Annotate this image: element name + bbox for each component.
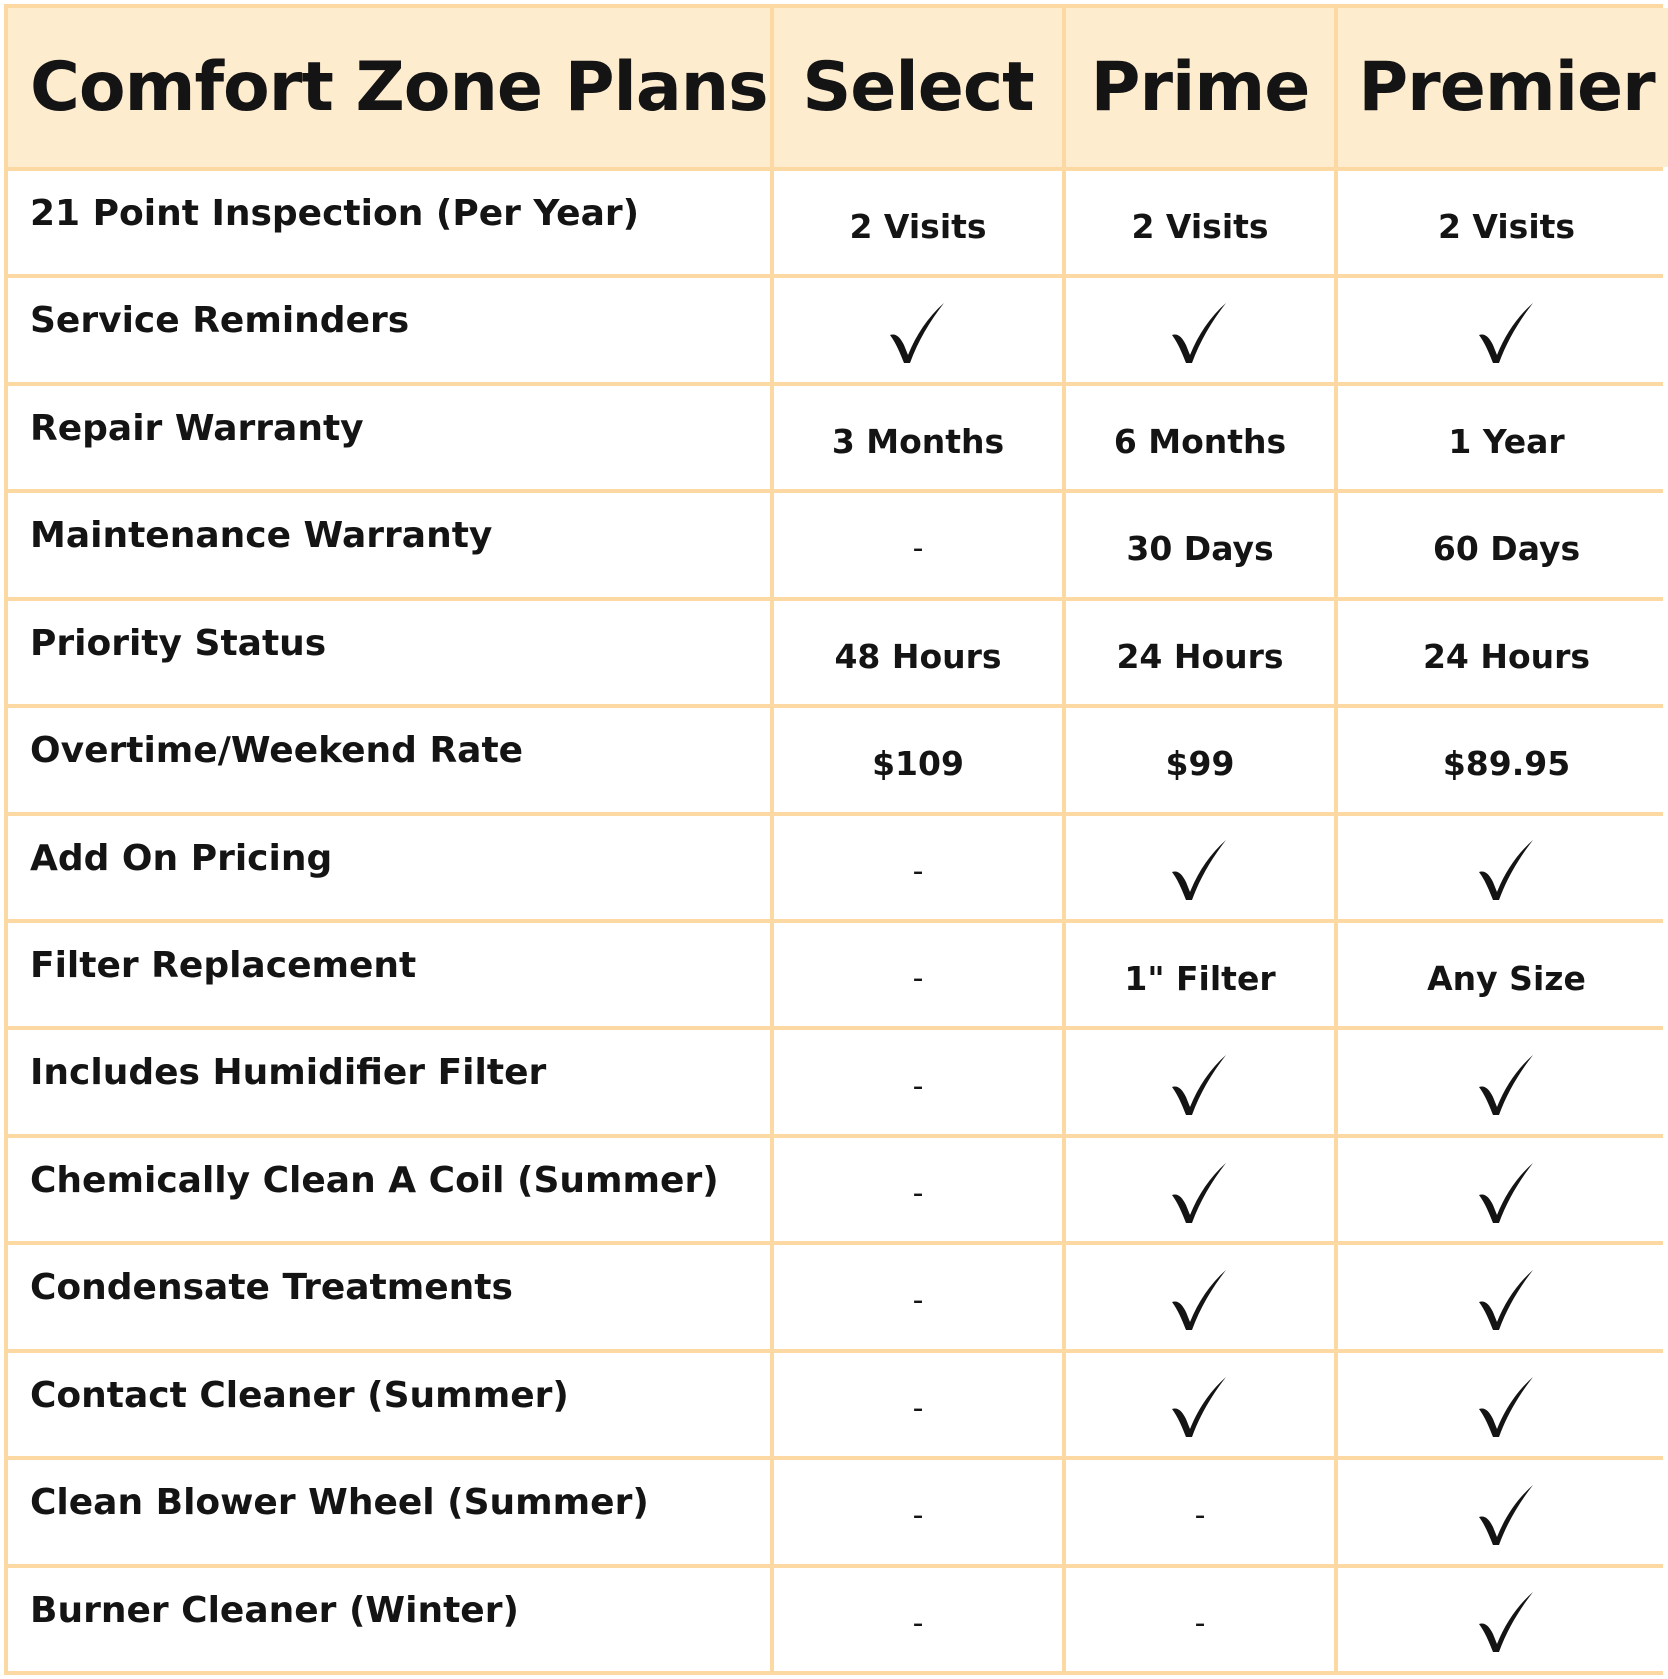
select-value: $109 xyxy=(774,708,1062,811)
feature-label: Repair Warranty xyxy=(8,386,770,489)
prime-not-included: - xyxy=(1066,1460,1334,1563)
prime-value: $99 xyxy=(1066,708,1334,811)
prime-value: 2 Visits xyxy=(1066,171,1334,274)
feature-label: Chemically Clean A Coil (Summer) xyxy=(8,1138,770,1241)
premier-checkmark-icon xyxy=(1338,1353,1668,1456)
select-value: 3 Months xyxy=(774,386,1062,489)
select-not-included: - xyxy=(774,816,1062,919)
premier-checkmark-icon xyxy=(1338,1245,1668,1348)
prime-checkmark-icon xyxy=(1066,278,1334,381)
select-checkmark-icon xyxy=(774,278,1062,381)
select-not-included: - xyxy=(774,493,1062,596)
prime-checkmark-icon xyxy=(1066,1138,1334,1241)
select-value: 2 Visits xyxy=(774,171,1062,274)
plan-header-premier: Premier xyxy=(1338,8,1668,167)
premier-value: 2 Visits xyxy=(1338,171,1668,274)
premier-checkmark-icon xyxy=(1338,1030,1668,1133)
feature-label: Priority Status xyxy=(8,601,770,704)
select-not-included: - xyxy=(774,1138,1062,1241)
plan-comparison-table xyxy=(4,4,1663,1675)
prime-checkmark-icon xyxy=(1066,1030,1334,1133)
feature-label: Includes Humidifier Filter xyxy=(8,1030,770,1133)
prime-checkmark-icon xyxy=(1066,1245,1334,1348)
feature-label: Filter Replacement xyxy=(8,923,770,1026)
premier-checkmark-icon xyxy=(1338,1568,1668,1671)
select-not-included: - xyxy=(774,923,1062,1026)
select-not-included: - xyxy=(774,1460,1062,1563)
feature-label: Add On Pricing xyxy=(8,816,770,919)
select-not-included: - xyxy=(774,1245,1062,1348)
prime-value: 6 Months xyxy=(1066,386,1334,489)
feature-label: Condensate Treatments xyxy=(8,1245,770,1348)
feature-label: Service Reminders xyxy=(8,278,770,381)
prime-checkmark-icon xyxy=(1066,816,1334,919)
select-not-included: - xyxy=(774,1030,1062,1133)
premier-checkmark-icon xyxy=(1338,278,1668,381)
prime-not-included: - xyxy=(1066,1568,1334,1671)
premier-checkmark-icon xyxy=(1338,816,1668,919)
table-title: Comfort Zone Plans xyxy=(8,8,770,167)
prime-checkmark-icon xyxy=(1066,1353,1334,1456)
premier-checkmark-icon xyxy=(1338,1138,1668,1241)
prime-value: 30 Days xyxy=(1066,493,1334,596)
prime-value: 24 Hours xyxy=(1066,601,1334,704)
premier-checkmark-icon xyxy=(1338,1460,1668,1563)
feature-label: Contact Cleaner (Summer) xyxy=(8,1353,770,1456)
premier-value: 60 Days xyxy=(1338,493,1668,596)
premier-value: 1 Year xyxy=(1338,386,1668,489)
plan-header-prime: Prime xyxy=(1066,8,1334,167)
select-not-included: - xyxy=(774,1353,1062,1456)
premier-value: $89.95 xyxy=(1338,708,1668,811)
select-value: 48 Hours xyxy=(774,601,1062,704)
select-not-included: - xyxy=(774,1568,1062,1671)
plan-header-select: Select xyxy=(774,8,1062,167)
premier-value: Any Size xyxy=(1338,923,1668,1026)
feature-label: Maintenance Warranty xyxy=(8,493,770,596)
premier-value: 24 Hours xyxy=(1338,601,1668,704)
feature-label: 21 Point Inspection (Per Year) xyxy=(8,171,770,274)
feature-label: Burner Cleaner (Winter) xyxy=(8,1568,770,1671)
feature-label: Clean Blower Wheel (Summer) xyxy=(8,1460,770,1563)
prime-value: 1" Filter xyxy=(1066,923,1334,1026)
feature-label: Overtime/Weekend Rate xyxy=(8,708,770,811)
